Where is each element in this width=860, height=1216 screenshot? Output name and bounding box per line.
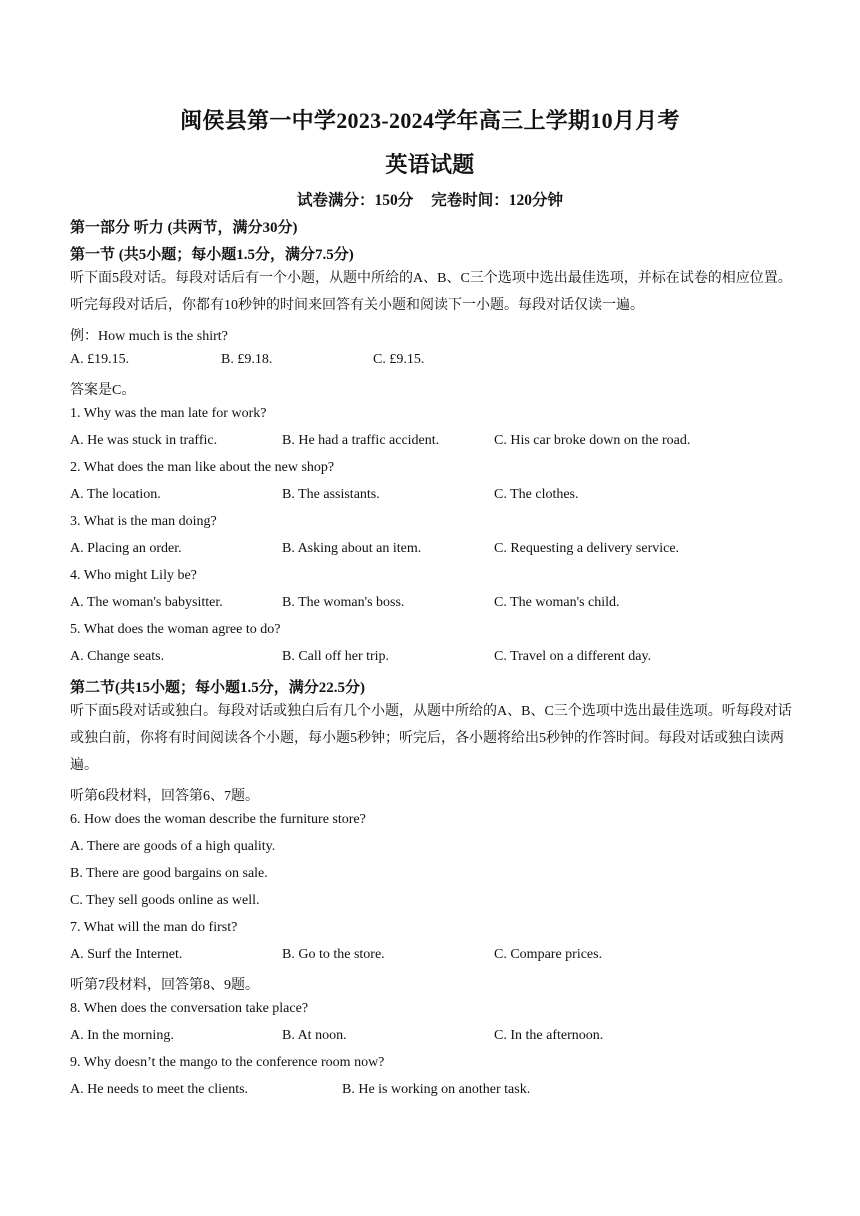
option-c: C. Compare prices.: [494, 947, 603, 962]
question-options: [70, 487, 790, 507]
exam-title: 闽侯县第一中学2023-2024学年高三上学期10月月考: [180, 108, 680, 133]
question-text: 5. What does the woman agree to do?: [70, 622, 281, 637]
question-options: [70, 947, 790, 967]
question-options: [70, 433, 790, 453]
option-b: B. Call off her trip.: [282, 649, 390, 664]
question-text: 4. Who might Lily be?: [70, 568, 197, 583]
material-6-note: 听第6段材料，回答第6、7题。: [70, 789, 259, 804]
option-b: B. The woman's boss.: [282, 595, 405, 610]
option-a: A. The location.: [70, 487, 161, 502]
option-a: A. £19.15.: [70, 352, 130, 367]
option-b: B. Go to the store.: [282, 947, 385, 962]
score-info: 试卷满分：150分: [296, 192, 414, 209]
option-c: C. The woman's child.: [494, 595, 620, 610]
option-c: C. The clothes.: [494, 487, 579, 502]
material-7-note: 听第7段材料，回答第8、9题。: [70, 978, 259, 993]
section1-heading: 第一节 (共5小题；每小题1.5分，满分7.5分): [70, 247, 354, 263]
exam-meta: [0, 188, 860, 210]
option-a: A. Surf the Internet.: [70, 947, 183, 962]
option-b: B. The assistants.: [282, 487, 380, 502]
option-b: B. At noon.: [282, 1028, 347, 1043]
question-options: [70, 649, 790, 669]
option-a: A. He was stuck in traffic.: [70, 433, 218, 448]
option-a: A. Change seats.: [70, 649, 165, 664]
question-text: 8. When does the conversation take place?: [70, 1001, 309, 1016]
part1-heading: 第一部分 听力 (共两节，满分30分): [70, 220, 298, 236]
question-text: 6. How does the woman describe the furniture store?: [70, 812, 366, 827]
section2-heading: 第二节(共15小题；每小题1.5分，满分22.5分): [70, 680, 365, 696]
question-text: 7. What will the man do first?: [70, 920, 238, 935]
question-text: 2. What does the man like about the new shop?: [70, 460, 335, 475]
example-question: 例：How much is the shirt?: [70, 329, 228, 344]
option-c: C. They sell goods online as well.: [70, 893, 260, 908]
option-c: C. In the afternoon.: [494, 1028, 604, 1043]
option-b: B. He had a traffic accident.: [282, 433, 440, 448]
option-c: C. Requesting a delivery service.: [494, 541, 680, 556]
option-a: A. Placing an order.: [70, 541, 182, 556]
option-a: A. In the morning.: [70, 1028, 174, 1043]
option-b: B. There are good bargains on sale.: [70, 866, 268, 881]
question-options: [70, 541, 790, 561]
question-options: [70, 595, 790, 615]
question-options: [70, 1082, 790, 1102]
option-c: C. Travel on a different day.: [494, 649, 652, 664]
option-b: B. £9.18.: [221, 352, 273, 367]
example-options: [70, 352, 790, 372]
option-c: C. His car broke down on the road.: [494, 433, 691, 448]
question-text: 9. Why doesn’t the mango to the conference room now?: [70, 1055, 385, 1070]
option-b: B. He is working on another task.: [342, 1082, 531, 1097]
option-a: A. There are goods of a high quality.: [70, 839, 276, 854]
exam-subtitle: 英语试题: [385, 152, 475, 177]
option-c: C. £9.15.: [373, 352, 425, 367]
section2-instructions: 听下面5段对话或独白。每段对话或独白后有几个小题，从题中所给的A、B、C三个选项中选出最佳选项。听每段对话或独白前，你将有时间阅读各个小题，每小题5秒钟；听完后，各小题将给出5秒钟的作答时间。每段对话或独白读两遍。: [70, 704, 792, 773]
option-b: B. Asking about an item.: [282, 541, 422, 556]
option-a: A. He needs to meet the clients.: [70, 1082, 249, 1097]
example-answer: 答案是C。: [70, 383, 136, 398]
option-a: A. The woman's babysitter.: [70, 595, 223, 610]
time-info: 完卷时间：120分钟: [431, 192, 564, 209]
question-text: 3. What is the man doing?: [70, 514, 217, 529]
question-options: [70, 1028, 790, 1048]
section1-instructions: 听下面5段对话。每段对话后有一个小题，从题中所给的A、B、C三个选项中选出最佳选项，并标在试卷的相应位置。听完每段对话后，你都有10秒钟的时间来回答有关小题和阅读下一小题。每段对话仅读一遍。: [70, 271, 792, 313]
question-text: 1. Why was the man late for work?: [70, 406, 267, 421]
